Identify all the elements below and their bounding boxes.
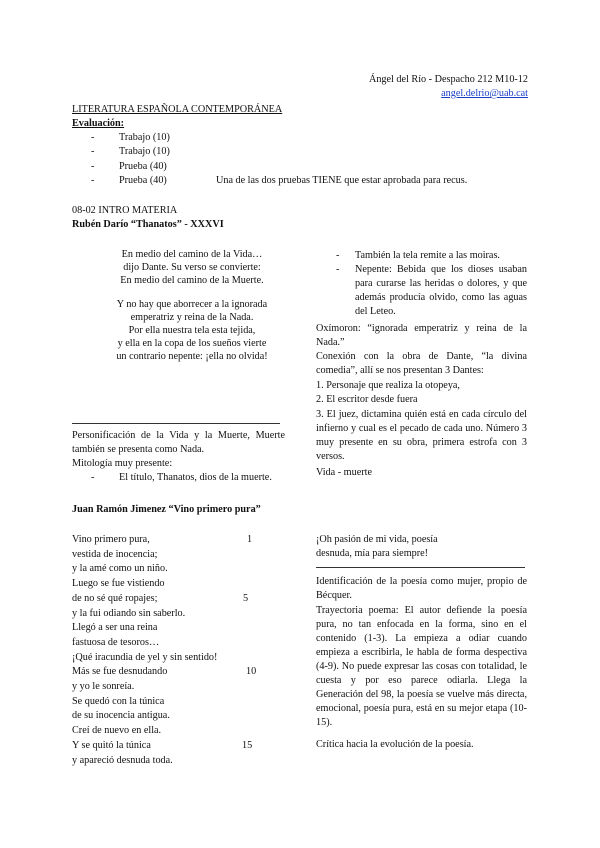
list-item: [91, 471, 272, 485]
list-bullet: -: [91, 175, 95, 186]
note-nepente: Nepente: Bebida que los dioses usaban para curarse las heridas o dolores, y que además producía olvido, como las aguas del Leteo.: [355, 264, 527, 317]
poem-line: En medio del camino de la Muerte.: [120, 275, 264, 286]
poem-line: Luego se fue vistiendo: [72, 578, 165, 590]
poem-line: Se quedó con la túnica: [72, 695, 165, 707]
list-bullet: -: [336, 250, 340, 261]
poem-line: de no sé qué ropajes;: [72, 592, 158, 604]
poem-line: Más se fue desnudando: [72, 666, 168, 678]
evaluation-item: [91, 160, 167, 174]
poem-line: vestida de inocencia;: [72, 548, 158, 560]
line-number: 15: [242, 740, 253, 751]
note-oxymoron: Oxímoron: “ignorada emperatriz y reina de la Nada.”: [316, 323, 527, 348]
note-dante-connection: Conexión con la obra de Dante, “la divina comedia”, allí se nos presentan 3 Dantes:: [316, 351, 527, 376]
poem-line: y yo le sonreía.: [72, 681, 135, 693]
evaluation-item-label: Trabajo (10): [119, 146, 170, 157]
list-bullet: -: [91, 146, 95, 157]
poem-line: Y se quitó la túnica: [72, 739, 151, 751]
course-title: LITERATURA ESPAÑOLA CONTEMPORÁNEA: [72, 104, 283, 115]
evaluation-item: [91, 145, 170, 159]
poem-line: ¡Oh pasión de mi vida, poesía: [316, 534, 438, 545]
poem-line: Por ella nuestra tela esta tejida,: [128, 325, 256, 336]
poem-line: Vino primero pura,: [72, 534, 150, 545]
evaluation-item: [91, 174, 167, 188]
line-number: 1: [247, 534, 253, 545]
poem-line: ¡Qué iracundia de yel y sin sentido!: [72, 651, 218, 663]
divider-line: [316, 567, 525, 568]
evaluation-item: [91, 131, 170, 145]
poem-line: un contrario nepente: ¡ella no olvida!: [116, 351, 268, 362]
author-office-line: Ángel del Río - Despacho 212 M10-12: [368, 74, 528, 85]
poem-line: y ella en la copa de los sueños vierte: [117, 338, 267, 349]
list-item-label: El título, Thanatos, dios de la muerte.: [119, 472, 272, 483]
evaluation-item-label: Trabajo (10): [119, 132, 170, 143]
poem-line: de su inocencia antigua.: [72, 710, 170, 722]
poem-line: y la amé como un niño.: [72, 563, 168, 575]
poem-line: desnuda, mía para siempre!: [316, 548, 429, 559]
note-becquer: Identificación de la poesía como mujer, propio de Bécquer.: [316, 576, 527, 601]
evaluation-note: Una de las dos pruebas TIENE que estar aprobada para recus.: [216, 175, 468, 186]
evaluation-item-label: Prueba (40): [119, 161, 167, 172]
list-bullet: -: [91, 472, 95, 483]
poem-title-thanatos: Rubén Darío “Thanatos” - XXXVI: [72, 219, 224, 230]
poem-line: y la fui odiando sin saberlo.: [72, 607, 186, 619]
poem-stanza-1: [72, 248, 312, 287]
note-critique: Crítica hacia la evolución de la poesía.: [316, 739, 474, 750]
evaluation-label: Evaluación:: [72, 118, 125, 129]
session-heading: 08-02 INTRO MATERIA: [72, 205, 178, 216]
dante-item: 1. Personaje que realiza la otopeya,: [316, 380, 460, 391]
poem-line: En medio del camino de la Vida…: [121, 249, 263, 260]
list-bullet: -: [91, 132, 95, 143]
poem-line: Y no hay que aborrecer a la ignorada: [116, 299, 268, 310]
poem-line: y apareció desnuda toda.: [72, 754, 173, 766]
note-moiras: También la tela remite a las moiras.: [355, 250, 500, 261]
note-life-death: Vida - muerte: [316, 467, 372, 478]
note-mythology: Mitología muy presente:: [72, 458, 173, 469]
author-email-link[interactable]: angel.delrio@uab.cat: [441, 88, 528, 99]
note-trajectory: Trayectoria poema: El autor defiende la poesía pura, no tan enfocada en la forma, sino en el contenido (1-3). La empieza a odiar cuando empieza a escribirla, le habla de forma despectiva (4-9). No puede expresar las cosas con totalidad, le cuesta y por eso parece odiarla. Llega la Generación del 98, la poesía se vuelve más directa, emocional, poesía pura, está en su mejor etapa (10-15).: [316, 605, 527, 728]
poem-line: dijo Dante. Su verso se convierte:: [123, 262, 261, 273]
line-number: 5: [243, 593, 249, 604]
evaluation-item-label: Prueba (40): [119, 175, 167, 186]
dante-item: 2. El escritor desde fuera: [316, 394, 418, 405]
dante-item: 3. El juez, dictamina quién está en cada círculo del infierno y cual es el pecado de cada uno. Número 3 muy presente en su obra, primera estrofa con 3 versos.: [316, 409, 527, 462]
poem-title-jrj: Juan Ramón Jimenez “Vino primero pura”: [72, 504, 261, 515]
poem-line: emperatriz y reina de la Nada.: [130, 312, 254, 323]
list-bullet: -: [91, 161, 95, 172]
poem-line: fastuosa de tesoros…: [72, 636, 160, 648]
poem-line: Creí de nuevo en ella.: [72, 725, 162, 737]
list-bullet: -: [336, 264, 340, 275]
poem-jrj-body: [72, 533, 217, 768]
poem-line: Llegó a ser una reina: [72, 622, 158, 634]
poem-stanza-2: [72, 298, 312, 363]
divider-line: [72, 423, 280, 424]
note-personification: Personificación de la Vida y la Muerte, Muerte también se presenta como Nada.: [72, 430, 285, 455]
line-number: 10: [246, 666, 257, 677]
